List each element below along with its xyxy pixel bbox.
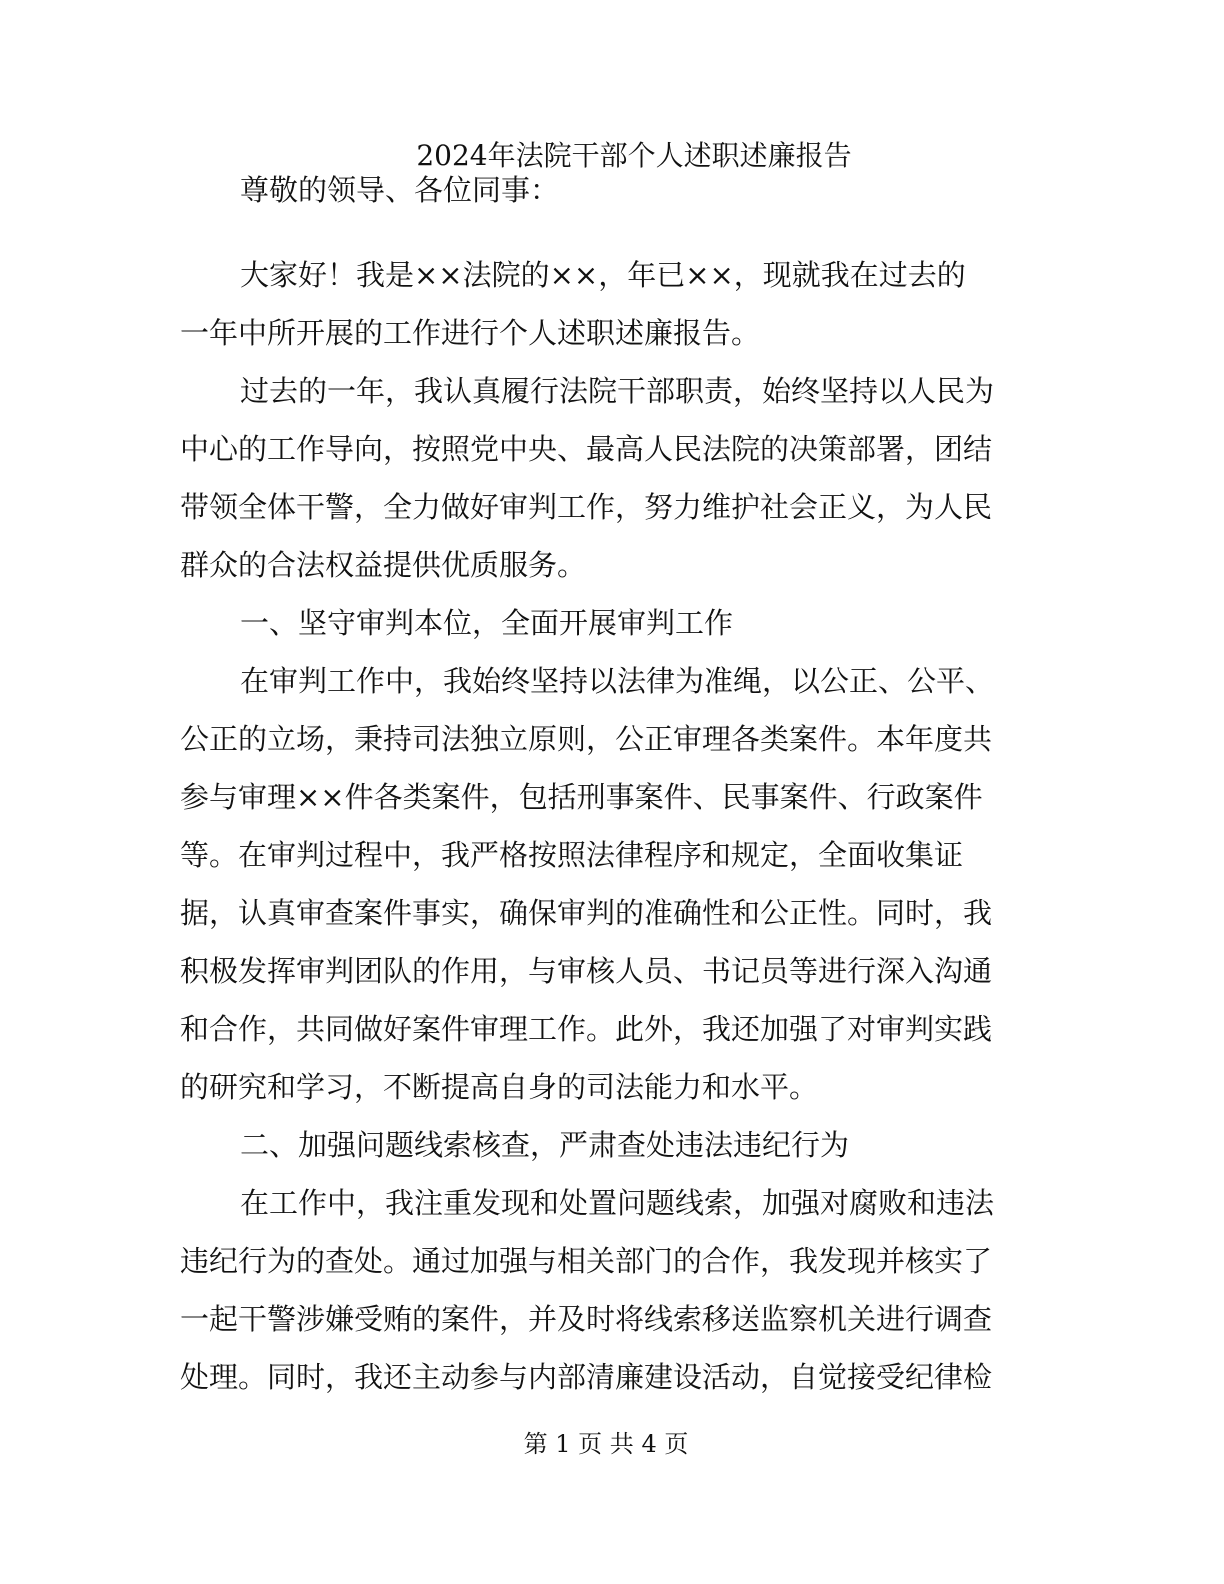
paragraph-line: 的研究和学习，不断提高自身的司法能力和水平。 <box>180 1070 819 1104</box>
paragraph-line: 违纪行为的查处。通过加强与相关部门的合作，我发现并核实了 <box>180 1244 993 1278</box>
paragraph-line: 参与审理××件各类案件，包括刑事案件、民事案件、行政案件 <box>180 780 983 814</box>
paragraph-line: 等。在审判过程中，我严格按照法律程序和规定，全面收集证 <box>180 838 964 872</box>
section-heading-line: 二、加强问题线索核查，严肃查处违法违纪行为 <box>240 1128 850 1162</box>
paragraph-line: 中心的工作导向，按照党中央、最高人民法院的决策部署，团结 <box>180 432 993 466</box>
salutation-line: 尊敬的领导、各位同事： <box>240 173 560 207</box>
page-footer: 第 1 页 共 4 页 <box>523 1430 689 1458</box>
paragraph-line: 和合作，共同做好案件审理工作。此外，我还加强了对审判实践 <box>180 1012 993 1046</box>
paragraph-line: 群众的合法权益提供优质服务。 <box>180 548 587 582</box>
paragraph-line: 在审判工作中，我始终坚持以法律为准绳，以公正、公平、 <box>240 664 995 698</box>
paragraph-line: 过去的一年，我认真履行法院干部职责，始终坚持以人民为 <box>240 374 995 408</box>
paragraph-line: 一年中所开展的工作进行个人述职述廉报告。 <box>180 316 761 350</box>
paragraph-line: 公正的立场，秉持司法独立原则，公正审理各类案件。本年度共 <box>180 722 993 756</box>
paragraph-line: 在工作中，我注重发现和处置问题线索，加强对腐败和违法 <box>240 1186 995 1220</box>
section-heading-line: 一、坚守审判本位，全面开展审判工作 <box>240 606 734 640</box>
paragraph-line: 积极发挥审判团队的作用，与审核人员、书记员等进行深入沟通 <box>180 954 993 988</box>
paragraph-line: 带领全体干警，全力做好审判工作，努力维护社会正义，为人民 <box>180 490 993 524</box>
paragraph-line: 处理。同时，我还主动参与内部清廉建设活动，自觉接受纪律检 <box>180 1360 993 1394</box>
document-title: 2024年法院干部个人述职述廉报告 <box>416 139 852 172</box>
paragraph-line: 据，认真审查案件事实，确保审判的准确性和公正性。同时，我 <box>180 896 993 930</box>
paragraph-line: 一起干警涉嫌受贿的案件，并及时将线索移送监察机关进行调查 <box>180 1302 993 1336</box>
paragraph-line: 大家好！我是××法院的××，年已××，现就我在过去的 <box>240 258 966 292</box>
